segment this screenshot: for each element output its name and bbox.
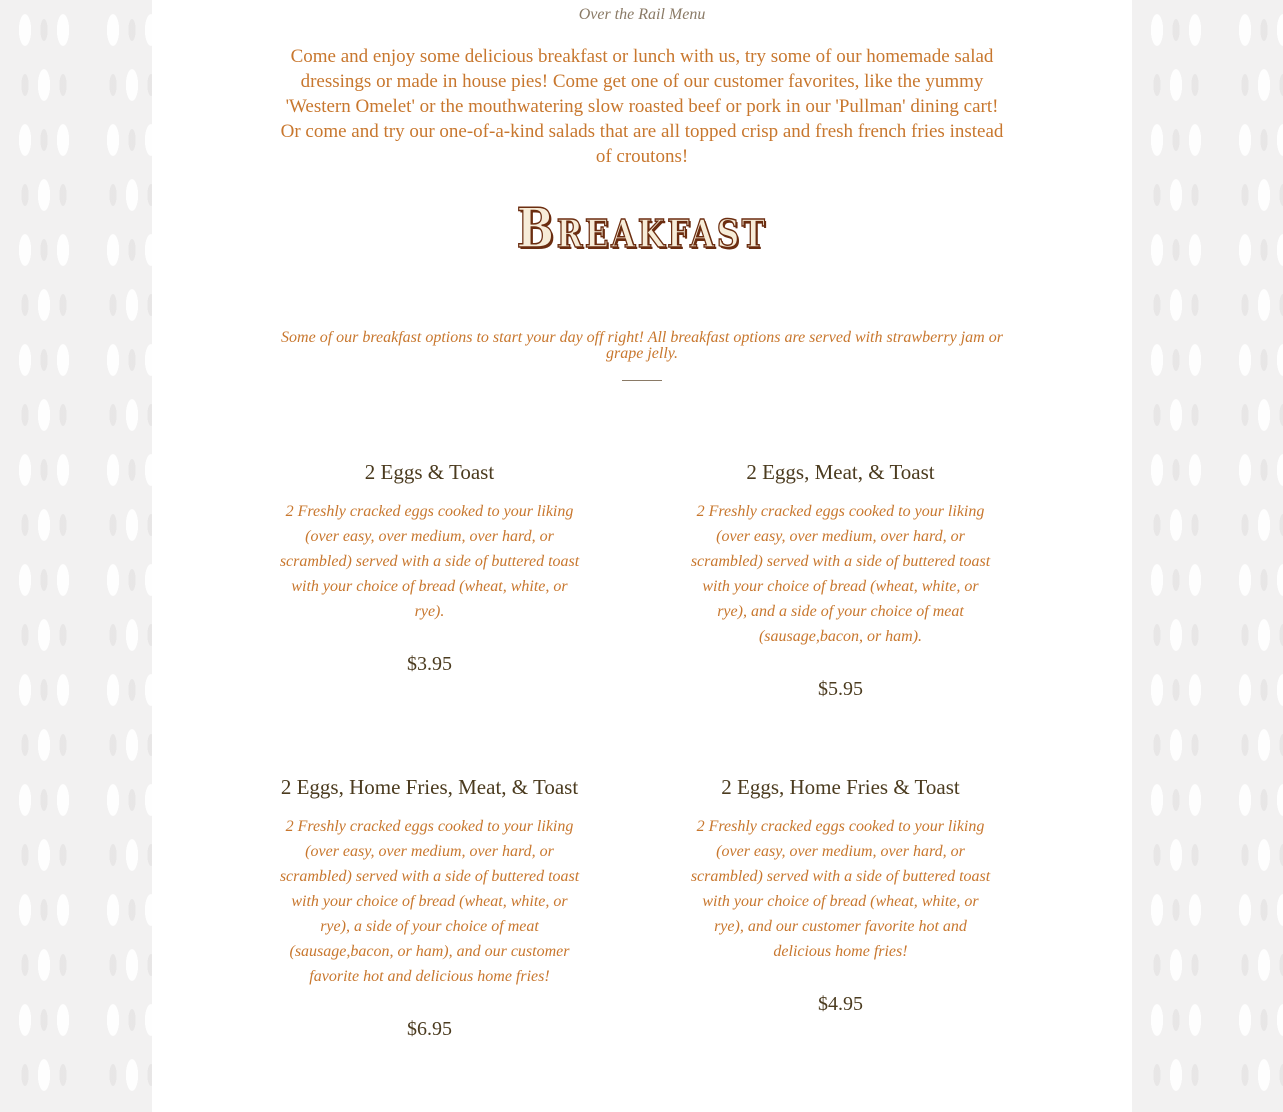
menu-item-description: 2 Freshly cracked eggs cooked to your liking (over easy, over medium, over hard, or scrambled) served with a side of buttered toast with your choice of bread (wheat, white, or rye), and our customer favorite hot and delicious home fries! [690,818,991,960]
background-pattern-right [1132,0,1283,1112]
breakfast-heading: Breakfast [516,196,768,260]
menu-item-name: 2 Eggs, Meat, & Toast [746,460,935,484]
section-divider [622,380,662,381]
menu-item-description: 2 Freshly cracked eggs cooked to your liking (over easy, over medium, over hard, or scrambled) served with a side of buttered toast with your choice of bread (wheat, white, or rye), and a side of your choice of meat (sausage,bacon, or ham). [690,503,991,645]
menu-content [152,0,1132,1112]
menu-item-price: $5.95 [818,678,863,700]
menu-item-price: $6.95 [407,1018,452,1040]
menu-item-price: $4.95 [818,993,863,1015]
menu-title: Over the Rail Menu [578,6,706,23]
menu-item [277,774,582,1042]
menu-item-description: 2 Freshly cracked eggs cooked to your liking (over easy, over medium, over hard, or scrambled) served with a side of buttered toast with your choice of bread (wheat, white, or rye). [279,503,580,620]
menu-item [688,774,993,1017]
menu-item-name: 2 Eggs, Home Fries & Toast [721,775,960,799]
menu-item [277,459,582,677]
background-pattern-left [0,0,152,1112]
menu-item-description: 2 Freshly cracked eggs cooked to your liking (over easy, over medium, over hard, or scrambled) served with a side of buttered toast with your choice of bread (wheat, white, or rye), a side of your choice of meat (sausage,bacon, or ham), and our customer favorite hot and delicious home fries! [279,818,580,985]
menu-item-price: $3.95 [407,653,452,675]
breakfast-description: Some of our breakfast options to start your day off right! All breakfast options are served with strawberry jam or grape jelly. [281,329,1003,362]
intro-paragraph: Come and enjoy some delicious breakfast or lunch with us, try some of our homemade salad dressings or made in house pies! Come get one of our customer favorites, like the yummy 'Western Omelet' or the mouthwatering slow roasted beef or pork in our 'Pullman' dining cart! Or come and try our one-of-a-kind salads that are all topped crisp and fresh french fries instead of croutons! [280,46,1004,167]
menu-item-name: 2 Eggs, Home Fries, Meat, & Toast [280,775,579,799]
menu-item-name: 2 Eggs & Toast [364,460,495,484]
menu-item [688,459,993,702]
